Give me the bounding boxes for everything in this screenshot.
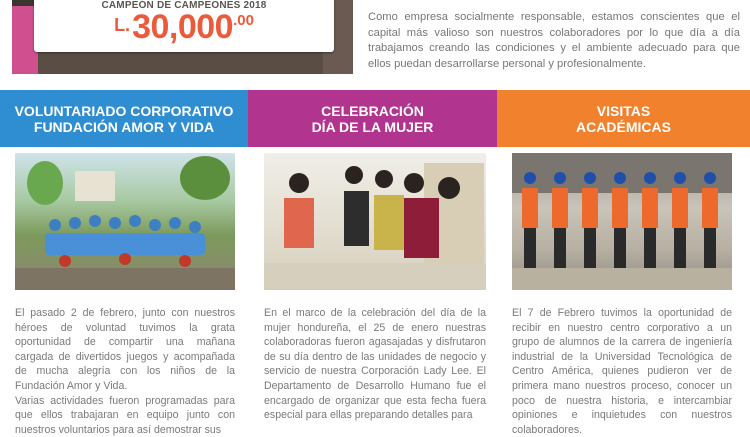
cheque-amount — [34, 8, 334, 47]
section-banner-dia-mujer — [248, 90, 497, 147]
visitas-text — [512, 306, 732, 437]
academic-visit-illustration — [512, 153, 732, 290]
womens-day-illustration — [264, 153, 486, 290]
banner-title-line2: DÍA DE LA MUJER — [311, 118, 434, 135]
voluntariado-text — [15, 306, 235, 437]
volunteer-group-photo — [15, 153, 235, 290]
banner-title-line2: ACADÉMICAS — [576, 118, 671, 135]
section-banner-visitas — [497, 90, 750, 147]
voluntariado-paragraph-1: El pasado 2 de febrero, junto con nuestros héroes de voluntad tuvimos la grata oportunidad de compartir una mañana cargada de divertidos juegos y acompañada de mucha alegría con los niños de la Fundación Amor y Vida. — [15, 307, 235, 392]
cheque-decimals: .00 — [233, 12, 254, 29]
academic-visit-photo — [512, 153, 732, 290]
intro-paragraph: Como empresa socialmente responsable, estamos conscientes que el capital más valioso son nuestros colaboradores por lo que día a día trabajamos creando las condiciones y el ambiente adecuado para que ellos puedan desarrollarse personal y profesionalmente. — [368, 11, 740, 70]
visitas-paragraph-1: El 7 de Febrero tuvimos la oportunidad de recibir en nuestro centro corporativo a un grupo de alumnos de la carrera de ingeniería industrial de la Universidad Tecnológica de Centro América, quienes pudieron ver de primera mano nuestros proceso, conocer un poco de nuestra historia, e intercambiar opiniones e inquietudes con nuestros colaboradores. — [512, 307, 732, 436]
banner-title-line2: FUNDACIÓN AMOR Y VIDA — [33, 118, 215, 135]
cheque-title: CAMPEÓN DE CAMPEONES 2018 — [101, 0, 267, 11]
banner-title-line1: VISITAS — [596, 102, 651, 119]
dia-mujer-text — [264, 306, 486, 423]
section-banner-voluntariado — [0, 90, 248, 147]
dia-mujer-paragraph-1: En el marco de la celebración del día de la mujer hondureña, el 25 de enero nuestras colaboradoras fueron agasajadas y disfrutaron de su día dentro de las unidades de negocio y servicio de nuestra Corporación Lady Lee. El Departamento de Desarrollo Humano fue el encargado de organizar que esta fecha fuera especial para ellas preparando detalles para — [264, 307, 486, 422]
cheque-photo — [12, 0, 353, 74]
banner-title-line1: CELEBRACIÓN — [321, 102, 424, 119]
banner-title-line1: VOLUNTARIADO CORPORATIVO — [14, 102, 234, 119]
cheque-currency: L. — [114, 15, 131, 35]
cheque-amount-value: 30,000 — [132, 8, 234, 46]
voluntariado-paragraph-2: Varias actividades fueron programadas para que ellos trabajaran en equipo junto con nuestros voluntarios para así demostrar sus — [15, 394, 235, 436]
womens-day-photo — [264, 153, 486, 290]
prize-cheque — [34, 0, 334, 52]
volunteer-group-illustration — [15, 153, 235, 290]
